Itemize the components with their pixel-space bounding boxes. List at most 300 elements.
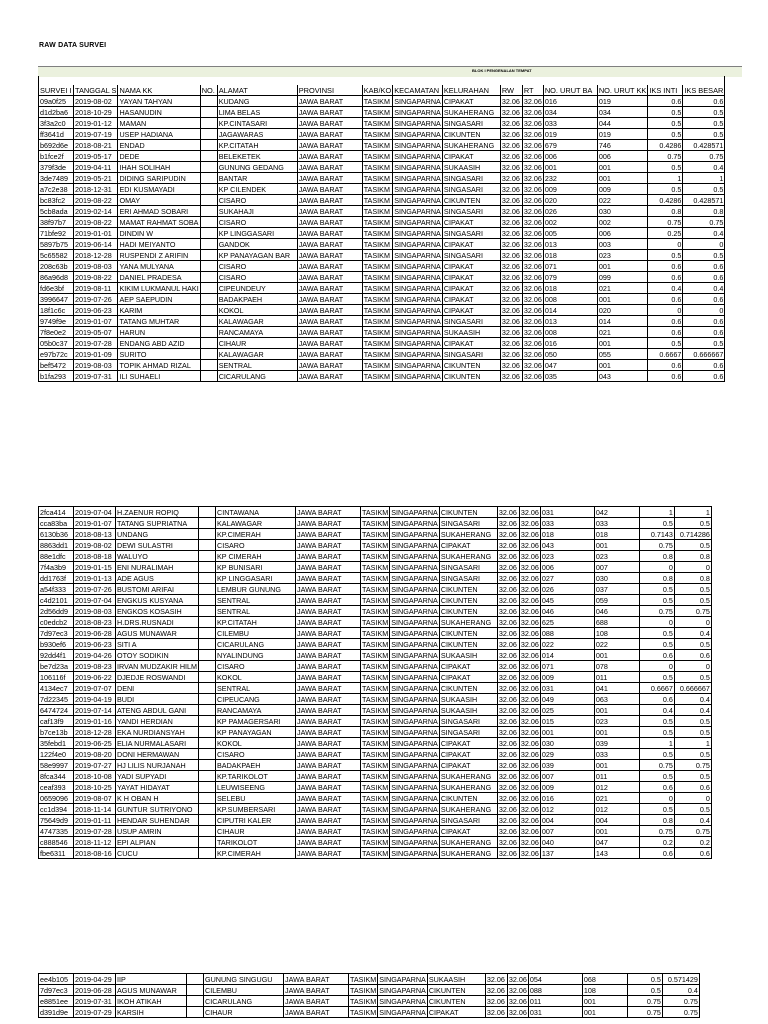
table-cell: 006 (597, 151, 648, 162)
table-cell: 32.06 (520, 672, 539, 682)
table-cell: 018 (543, 250, 597, 261)
table-cell: 38f97b7 (39, 217, 74, 228)
table-cell: 09a0f25 (39, 96, 74, 107)
table-cell: 2019-04-26 (74, 650, 116, 661)
table-cell: 0.6 (648, 360, 683, 371)
table-cell: 039 (540, 760, 594, 771)
table-cell: TASIKM (362, 206, 393, 217)
table-cell: 001 (597, 162, 648, 173)
table-cell: 0.75 (639, 606, 674, 617)
table-cell: 0.5 (639, 804, 674, 815)
table-cell: BANTAR (217, 173, 297, 184)
table-cell: CIPAKAT (442, 294, 500, 305)
table-cell: 009 (597, 184, 648, 195)
table-cell: YADI SUPYADI (116, 771, 199, 782)
table-cell: 001 (594, 727, 639, 738)
table-cell: TARIKOLOT (216, 837, 296, 848)
table-cell: 32.06 (497, 672, 519, 683)
table-cell: CIPAKAT (442, 283, 500, 294)
table-cell: CIKUNTEN (427, 985, 485, 996)
table-cell: SINGAPARNA (391, 705, 438, 715)
table-cell: 0.5 (674, 672, 711, 683)
table-cell: KP.CIMERAH (216, 848, 296, 859)
table-cell: 071 (540, 661, 594, 672)
table-cell: DEDE (118, 151, 200, 162)
table-cell: CISARO (217, 195, 297, 206)
table-cell: 0.428571 (683, 195, 725, 206)
table-cell: RUSPENDI Z ARIFIN (118, 250, 200, 261)
table-cell: CISARO (216, 540, 296, 551)
table-cell: JAWA BARAT (297, 140, 362, 151)
table-cell: 32.06 (500, 140, 522, 151)
table-cell: 2018-10-29 (74, 107, 118, 118)
table-cell (200, 371, 217, 382)
table-row (39, 650, 712, 661)
table-cell: 0.5 (674, 540, 711, 551)
table-cell: 32.06 (520, 628, 539, 638)
table-cell: CIPAKAT (427, 1007, 485, 1018)
table-cell: 0.6 (639, 848, 674, 859)
table-cell: MAMAT RAHMAT SOBA (119, 217, 199, 227)
table-cell (200, 294, 217, 305)
table-cell: 0.428571 (683, 140, 725, 151)
table-cell: 0.2 (674, 837, 711, 848)
table-cell: SINGAPARNA (391, 782, 438, 792)
table-cell: 2019-04-29 (74, 974, 116, 985)
table-cell: SINGASARI (442, 206, 500, 217)
table-row (39, 595, 712, 606)
table-cell: 0.6 (648, 327, 683, 338)
table-cell: ENDAD (118, 140, 200, 151)
table-cell: CIKUNTEN (439, 584, 497, 595)
table-cell: JAWA BARAT (296, 650, 361, 661)
table-row (39, 206, 725, 217)
table-cell (200, 250, 217, 261)
table-cell: 030 (540, 738, 594, 749)
table-cell: 2019-08-07 (74, 793, 116, 804)
table-cell (199, 606, 216, 617)
table-cell: SINGAPARNA (394, 349, 441, 359)
table-cell: 32.06 (523, 360, 542, 370)
table-cell: 32.06 (497, 793, 519, 804)
table-cell: 2019-08-22 (74, 217, 118, 228)
table-cell: 32.06 (497, 694, 519, 705)
table-cell: CIKUNTEN (439, 793, 497, 804)
table-cell: 011 (594, 672, 639, 683)
table-cell: 002 (597, 217, 648, 228)
table-cell: 047 (543, 360, 597, 371)
table-cell: 32.06 (520, 529, 539, 539)
table-cell (199, 771, 216, 782)
table-cell: CIPAKAT (439, 738, 497, 749)
table-cell: 030 (597, 206, 648, 217)
table-cell: SINGAPARNA (391, 617, 438, 627)
table-cell: 2019-07-14 (74, 705, 116, 716)
table-cell (200, 129, 217, 140)
table-cell: 2019-08-02 (74, 540, 116, 551)
table-row (39, 639, 712, 650)
table-cell: DIDING SARIPUDIN (118, 173, 200, 184)
table-cell: GANDOK (217, 239, 297, 250)
section-header-label: BLOK I PENGENALAN TEMPAT (472, 68, 532, 73)
table-cell: 2019-05-21 (74, 173, 118, 184)
table-cell: JAWA BARAT (297, 261, 362, 272)
table-cell: CIKUNTEN (439, 628, 497, 639)
table-cell: 009 (543, 184, 597, 195)
table-cell: 001 (594, 826, 639, 837)
table-cell: USUP AMRIN (116, 826, 199, 837)
table-cell: CISARO (217, 217, 297, 228)
table-cell: 0.5 (639, 672, 674, 683)
table-cell: JAWA BARAT (296, 738, 361, 749)
table-cell: 021 (597, 327, 648, 338)
table-row (39, 683, 712, 694)
table-cell: TASIKM (362, 650, 389, 660)
table-cell: 32.06 (500, 239, 522, 250)
table-cell: 32.06 (497, 518, 519, 529)
table-cell: 0.5 (674, 727, 711, 738)
table-cell: CIKUNTEN (442, 129, 500, 140)
table-cell: AEP SAEPUDIN (118, 294, 200, 305)
table-cell: 7d97ec3 (39, 628, 74, 639)
table-cell: 001 (543, 162, 597, 173)
table-cell: SINGASARI (439, 716, 497, 727)
table-cell: CISARO (217, 272, 297, 283)
table-cell: 031 (540, 507, 594, 518)
table-cell: caf13f9 (39, 716, 74, 727)
table-cell: CIKUNTEN (427, 996, 485, 1007)
table-cell: CIPAKAT (442, 239, 500, 250)
table-row (39, 562, 712, 573)
table-cell: 0.5 (639, 628, 674, 639)
table-row (39, 118, 725, 129)
table-cell: EKA NURDIANSYAH (116, 727, 199, 738)
table-cell: TASIKM (362, 826, 389, 836)
table-cell: 2019-06-25 (74, 738, 116, 749)
table-cell: 4747335 (39, 826, 74, 837)
table-row (39, 507, 712, 518)
table-cell: SINGAPARNA (391, 826, 438, 836)
table-cell: 019 (543, 129, 597, 140)
table-cell: bef5472 (39, 360, 74, 371)
table-cell: BUDI (116, 694, 199, 705)
table-cell: 2018-12-28 (74, 250, 118, 261)
table-cell: GUNUNG SINGUGU (204, 974, 284, 985)
table-cell: SINGAPARNA (394, 217, 441, 227)
table-cell: 0.571429 (662, 974, 699, 985)
table-cell: 0.8 (674, 573, 711, 584)
table-cell: 32.06 (520, 562, 539, 572)
table-cell: SUKAHERANG (442, 107, 500, 118)
table-cell: 2019-07-31 (74, 996, 116, 1007)
table-cell: 32.06 (523, 184, 542, 194)
table-row (39, 606, 712, 617)
table-cell: 031 (528, 1007, 582, 1018)
table-cell: 016 (543, 96, 597, 107)
table-cell: JAWA BARAT (284, 985, 349, 996)
table-cell (200, 338, 217, 349)
table-cell: SINGAPARNA (391, 661, 438, 671)
table-cell: TASIKM (362, 327, 393, 338)
table-cell: OMAY (118, 195, 200, 206)
table-cell: SINGAPARNA (394, 184, 441, 194)
table-cell: KP.CITATAH (216, 617, 296, 628)
table-cell: SINGAPARNA (394, 118, 441, 128)
table-cell: SINGAPARNA (394, 173, 441, 183)
table-row (39, 771, 712, 782)
table-cell: 007 (540, 826, 594, 837)
table-cell: UNDANG (116, 529, 199, 540)
table-cell (200, 118, 217, 129)
table-cell: 32.06 (520, 617, 539, 627)
table-cell: 32.06 (523, 173, 542, 183)
table-cell: 041 (594, 683, 639, 694)
table-cell: 32.06 (508, 974, 527, 984)
table-cell: 2018-08-23 (74, 617, 116, 628)
table-cell: 746 (597, 140, 648, 151)
table-cell: 32.06 (520, 782, 539, 792)
table-cell: KIKIM LUKMANUL HAKI (119, 283, 199, 293)
table-cell: 32.06 (520, 771, 539, 781)
table-cell: CISARO (216, 749, 296, 760)
table-cell: JAWA BARAT (297, 129, 362, 140)
table-cell: 32.06 (485, 1007, 507, 1018)
table-row (39, 716, 712, 727)
table-cell: 32.06 (497, 606, 519, 617)
table-cell: 32.06 (500, 162, 522, 173)
table-cell: 32.06 (520, 518, 539, 528)
table-cell: 043 (597, 371, 648, 382)
table-cell: SINGAPARNA (394, 261, 441, 271)
table-cell: SINGASARI (439, 815, 497, 826)
table-cell: 2019-06-23 (74, 305, 118, 316)
table-cell: 006 (597, 228, 648, 239)
table-row (39, 1007, 700, 1018)
table-cell: JAWA BARAT (296, 848, 361, 859)
table-cell: SUKAASIH (439, 650, 497, 661)
table-cell: JAWA BARAT (296, 639, 361, 650)
table-cell: RANCAMAYA (216, 705, 296, 716)
table-cell: 7f8e0e2 (39, 327, 74, 338)
table-cell: 0.5 (683, 118, 725, 129)
table-cell: SINGAPARNA (391, 584, 438, 594)
table-cell: SUKAHERANG (439, 848, 497, 859)
table-cell (200, 96, 217, 107)
table-cell: 0.4 (648, 283, 683, 294)
table-cell: TASIKM (362, 250, 393, 261)
table-cell: SINGAPARNA (391, 573, 438, 583)
table-cell: H.ZAENUR ROPIQ (116, 507, 199, 518)
table-cell: 0.5 (639, 749, 674, 760)
table-cell (199, 804, 216, 815)
table-cell: 0.5 (683, 250, 725, 261)
table-row (39, 184, 725, 195)
table-cell: 32.06 (520, 694, 539, 704)
table-cell: 32.06 (500, 173, 522, 184)
table-cell (200, 272, 217, 283)
table-cell: 2019-04-19 (74, 694, 116, 705)
table-cell: SINGAPARNA (394, 129, 441, 139)
table-cell: SINGAPARNA (379, 974, 426, 984)
table-cell: 0.6 (648, 294, 683, 305)
table-cell: TASIKM (362, 272, 393, 283)
table-cell: JAWA BARAT (297, 371, 362, 382)
table-cell: b930ef6 (39, 639, 74, 650)
table-cell: 0.4 (683, 228, 725, 239)
table-cell: 2019-04-11 (74, 162, 118, 173)
table-cell: 32.06 (520, 584, 539, 594)
column-header: NO. (200, 85, 217, 96)
table-cell: 088 (528, 985, 582, 996)
table-cell: KALAWAGAR (216, 518, 296, 529)
table-cell: 025 (540, 705, 594, 716)
table-cell: SINGAPARNA (394, 250, 441, 260)
table-cell (187, 1007, 204, 1018)
table-cell: JAWA BARAT (297, 305, 362, 316)
table-cell: 0.5 (648, 118, 683, 129)
table-cell: DEWI SULASTRI (116, 540, 199, 551)
table-cell: c888546 (39, 837, 74, 848)
table-cell: TASIKM (362, 184, 393, 195)
table-cell (187, 985, 204, 996)
column-header: SURVEI I (40, 86, 72, 95)
table-cell: 32.06 (523, 96, 542, 106)
table-cell: 045 (540, 595, 594, 606)
table-cell: KOKOL (216, 738, 296, 749)
table-cell: SINGASARI (442, 228, 500, 239)
table-cell: 2019-07-04 (74, 507, 116, 518)
table-cell: MAMAN (118, 118, 200, 129)
table-row (39, 305, 725, 316)
table-cell: TASIKM (362, 316, 393, 327)
table-cell: 32.06 (500, 283, 522, 294)
column-header: TANGGAL S (75, 86, 117, 95)
table-cell: 071 (543, 261, 597, 272)
table-cell: 2d56dd9 (39, 606, 74, 617)
table-cell (199, 661, 216, 672)
table-cell: JAWA BARAT (296, 540, 361, 551)
table-cell: 143 (594, 848, 639, 859)
table-cell: 063 (594, 694, 639, 705)
table-cell: JAWA BARAT (297, 217, 362, 228)
table-cell (199, 617, 216, 628)
table-cell: CILEMBU (216, 628, 296, 639)
table-cell: 001 (597, 360, 648, 371)
table-cell: 001 (597, 173, 648, 184)
table-cell: 32.06 (497, 837, 519, 848)
table-cell: 0.5 (683, 129, 725, 140)
table-cell: 044 (597, 118, 648, 129)
table-cell: TASIKM (362, 782, 389, 792)
table-cell: JAWA BARAT (297, 272, 362, 283)
table-row (39, 848, 712, 859)
table-cell: SUKAASIH (439, 694, 497, 705)
table-cell: TASIKM (362, 96, 393, 107)
table-cell: 0.5 (639, 771, 674, 782)
table-cell: 32.06 (500, 349, 522, 360)
table-cell: SUKAASIH (442, 327, 500, 338)
table-cell: 042 (594, 507, 639, 518)
table-cell: 0.6 (639, 782, 674, 793)
table-cell: YAYAT HIDAYAT (116, 782, 199, 793)
table-cell: TOPIK AHMAD RIZAL (118, 360, 200, 371)
table-cell (200, 217, 217, 228)
table-cell: TASIKM (362, 617, 389, 627)
table-cell: 32.06 (497, 562, 519, 573)
table-cell: 32.06 (520, 837, 539, 847)
table-cell: 5897b75 (39, 239, 74, 250)
table-cell: CIKUNTEN (442, 360, 500, 371)
table-row (39, 349, 725, 360)
table-cell: TASIKM (350, 1007, 377, 1017)
table-cell: 016 (540, 793, 594, 804)
table-cell: 0.4 (674, 705, 711, 716)
table-row (39, 316, 725, 327)
table-cell (199, 650, 216, 661)
table-cell: 030 (594, 573, 639, 584)
table-cell: 32.06 (520, 804, 539, 814)
table-cell: SINGAPARNA (379, 996, 426, 1006)
table-cell: IIP (116, 974, 187, 985)
table-cell: 32.06 (497, 705, 519, 716)
table-cell: ee4b105 (39, 974, 74, 985)
table-cell: SENTRAL (216, 606, 296, 617)
table-cell: 0.5 (648, 250, 683, 261)
table-cell: 033 (543, 118, 597, 129)
table-cell: ENGKUS KUSYANA (116, 595, 199, 606)
table-cell: TASIKM (362, 639, 389, 649)
table-cell: 001 (594, 705, 639, 716)
table-cell: 6474724 (39, 705, 74, 716)
table-cell (200, 107, 217, 118)
table-cell: 32.06 (500, 129, 522, 140)
table-cell: TASIKM (350, 974, 377, 984)
table-cell: CIPUTRI KALER (216, 815, 296, 826)
table-cell: c4d2101 (39, 595, 74, 606)
table-cell (199, 727, 216, 738)
table-cell: 32.06 (497, 573, 519, 584)
table-cell: SINGAPARNA (394, 338, 441, 348)
table-row (39, 804, 712, 815)
table-cell: SINGASARI (439, 518, 497, 529)
table-cell: 046 (594, 606, 639, 617)
table-cell: 379f3de (39, 162, 74, 173)
table-cell: SINGASARI (439, 727, 497, 738)
column-header: KAB/KO (363, 86, 392, 95)
table-cell: 021 (594, 793, 639, 804)
table-cell: 32.06 (523, 195, 542, 205)
table-row (39, 173, 725, 184)
table-cell: JAWA BARAT (296, 727, 361, 738)
table-cell: SINGAPARNA (391, 606, 438, 616)
table-cell: 046 (540, 606, 594, 617)
table-cell: 2019-06-14 (74, 239, 118, 250)
table-cell: LEUWISEENG (216, 782, 296, 793)
table-cell: 88e1dfc (39, 551, 74, 562)
table-cell: GUNTUR SUTRIYONO (116, 804, 199, 815)
table-cell: 2019-06-23 (74, 639, 116, 650)
table-cell: 2019-01-15 (74, 562, 116, 573)
table-row (39, 672, 712, 683)
table-cell: 32.06 (523, 140, 542, 150)
table-cell: JAWA BARAT (297, 250, 362, 261)
table-cell: 32.06 (520, 507, 539, 517)
table-cell: TASIKM (362, 338, 393, 349)
table-cell: 35febd1 (39, 738, 74, 749)
table-cell: JAWA BARAT (297, 96, 362, 107)
table-cell: SENTRAL (217, 360, 297, 371)
table-cell: CICARULANG (204, 996, 284, 1007)
